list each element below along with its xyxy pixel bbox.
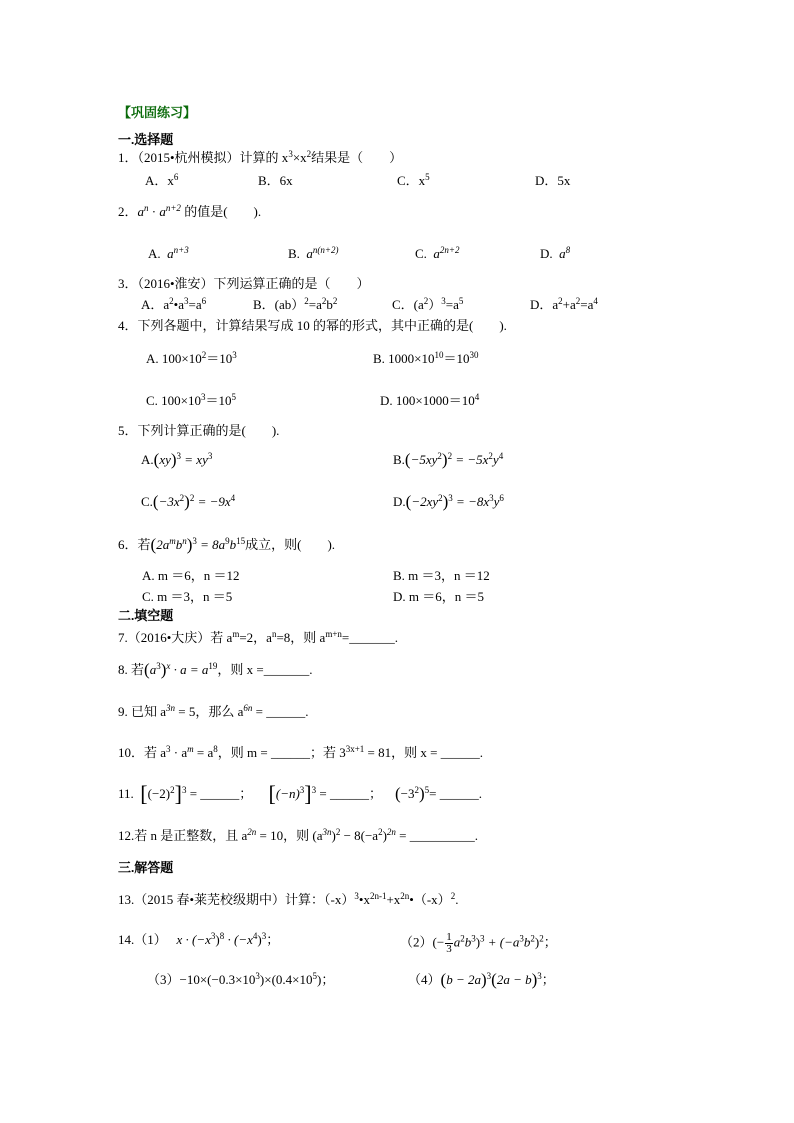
q14-part2: （2）(− $\frac{1}{3}$ $a^2b^3)^3 + (-a^3b^2)^2$； [400, 931, 557, 955]
q4-option-a: A. $100\times 10^2=10^3$ [146, 350, 237, 366]
q6-stem: 6．若$(2a^mb^n)^3 = 8a^9b^{15}$成立，则( ). [118, 535, 336, 554]
q1-option-b: B．6x [258, 173, 293, 188]
q6-option-a: A. m ＝6，n ＝12 [142, 568, 240, 583]
q3-option-d: D．$a^2+a^2=a^4$ [530, 296, 598, 312]
q6-option-d: D. m ＝6，n ＝5 [393, 589, 485, 604]
q2-option-b: B. $a^{n(n+2)}$ [288, 245, 339, 261]
q4-option-d: D. $100\times 1000=10^4$ [380, 392, 480, 408]
q3-option-b: B．$(ab)^2=a^2b^2$ [253, 296, 338, 312]
q4-option-b: B. $1000\times 10^{10}=10^{30}$ [373, 350, 479, 366]
part3-title: 三.解答题 [118, 860, 174, 875]
q2-option-d: D. $a^8$ [540, 245, 571, 261]
part2-title: 二.填空题 [118, 608, 174, 623]
q3-option-a: A．$a^2•a^3=a^6$ [141, 296, 207, 312]
q1-option-d: D．5x [535, 173, 571, 188]
q2-option-c: C. $a^{2n+2}$ [415, 245, 460, 261]
part1-title: 一.选择题 [118, 132, 174, 147]
q6-option-b: B. m ＝3，n ＝12 [393, 568, 490, 583]
q14-part3: $(3)-10\times(-0.3\times 10^3)\times(0.4\times 10^5)$； [147, 971, 335, 987]
q3-option-c: C．$(a^2)^3=a^5$ [392, 296, 464, 312]
q8-stem: 8. 若$(a^3)^x \cdot a = a^{19}$，则 x =_______. [118, 660, 313, 679]
q2-option-a: A. $a^{n+3}$ [148, 245, 189, 261]
q5-option-a: $A.(xy)^3 = xy^3$ [141, 450, 213, 469]
q9-stem: 9. 已知 $a^{3n} = 5$，那么 $a^{6n}$ = ______. [118, 703, 309, 719]
q4-stem: 4．下列各题中，计算结果写成 10 的幂的形式，其中正确的是( ). [118, 318, 507, 333]
q7-stem: 7.（2016•大庆）若 $a^m=2$，$a^n=8$，则 $a^{m+n}=\_\_\_\_\_\_\_$. [118, 629, 398, 645]
q14-part1: 14.（1） $x \cdot (-x^3)^8 \cdot (-x^4)^3$； [118, 931, 280, 947]
q5-option-c: $C.(-3x^2)^2 = -9x^4$ [141, 492, 236, 511]
q12-stem: 12.若 n 是正整数，且 $a^{2n} = 10$，则 $(a^{3n})^2 - 8(-a^2)^{2n}$ = __________. [118, 827, 479, 843]
q10-stem: 10．若 $a^3 \cdot a^m = a^8$，则 m = ______；若 $3^{3x+1} = 81$，则 x = ______. [118, 744, 483, 760]
q5-stem: 5．下列计算正确的是( ). [118, 423, 280, 438]
q2-stem: 2．$a^n \cdot a^{n+2}$ 的值是( ). [118, 203, 262, 219]
fraction: $\frac{1}{3}$ [446, 931, 452, 955]
q13-stem: 13.（2015 春•莱芜校级期中）计算：$(-x)^3•x^{2n-1}+x^{2n}•(-x)^2$. [118, 891, 459, 907]
section-title: 【巩固练习】 [118, 105, 197, 120]
q1-stem: 1．（2015•杭州模拟）计算的 $x^3\times x^2$结果是（ ） [118, 149, 403, 165]
q5-option-d: $D.(-2xy^2)^3 = -8x^3y^6$ [393, 492, 504, 511]
q1-option-a: A．$x^6$ [145, 172, 179, 188]
q5-option-b: $B.(-5xy^2)^2 = -5x^2y^4$ [393, 450, 504, 469]
q4-option-c: C. $100\times 10^3=10^5$ [146, 392, 237, 408]
q6-option-c: C. m ＝3，n ＝5 [142, 589, 233, 604]
q11-stem: 11. $[(-2)^2]^3$ = ______； $[(-n)^3]^3$ = ______； $(-3^2)^5=$ ______. [118, 781, 482, 806]
q14-part4: $(4)(b - 2a)^3(2a - b)^3$； [408, 970, 555, 989]
q1-option-c: C．$x^5$ [397, 172, 430, 188]
q3-stem: 3．（2016•淮安）下列运算正确的是（ ） [118, 276, 370, 291]
